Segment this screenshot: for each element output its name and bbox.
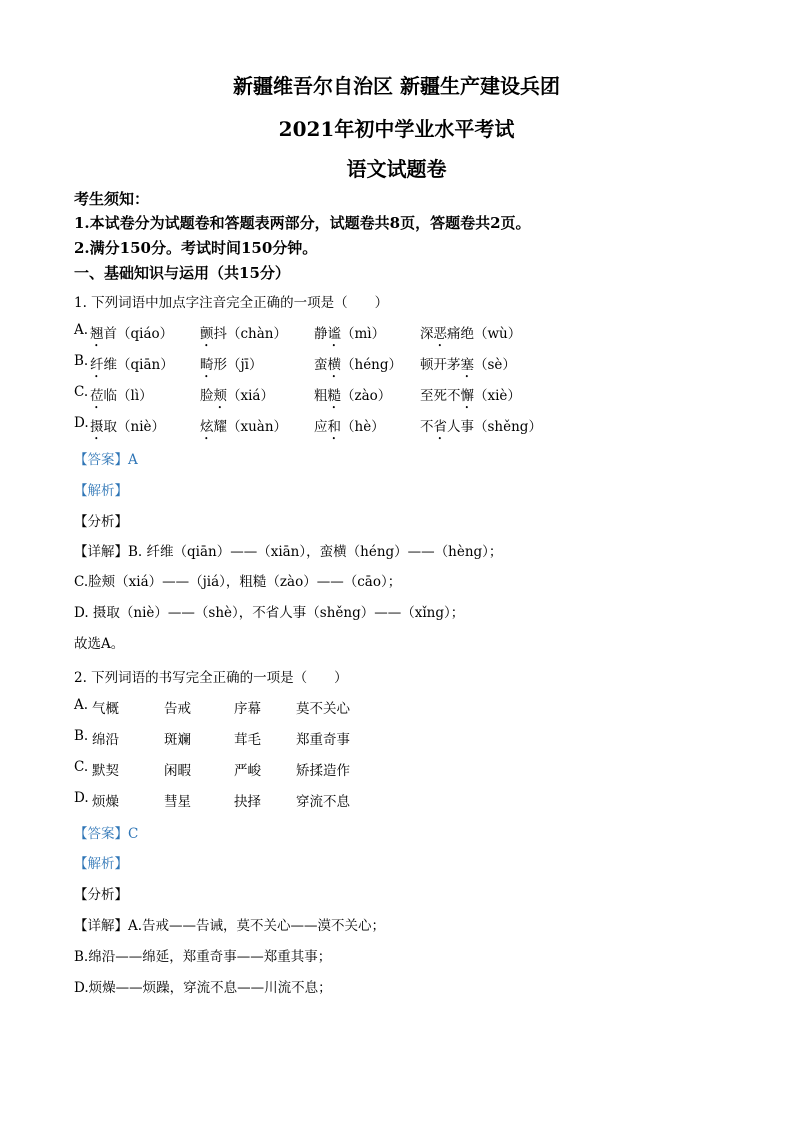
option-word: 郑重奇事 xyxy=(296,732,350,748)
title-line1: 新疆维吾尔自治区 新疆生产建设兵团 xyxy=(233,74,560,98)
option-word: 茸毛 xyxy=(234,732,261,748)
option-label: C. xyxy=(74,384,89,400)
title-line2: 2021年初中学业水平考试 xyxy=(278,117,515,141)
option-word: 不省人事（shěng） xyxy=(420,419,542,435)
option-word: 矫揉造作 xyxy=(296,763,350,779)
option-word: 穿流不息 xyxy=(296,794,350,810)
option-word: 炫耀（xuàn） xyxy=(200,419,288,435)
option-word: 颤抖（chàn） xyxy=(200,326,287,342)
q2-analysis-tag: 【解析】 xyxy=(74,856,128,872)
option-word: 至死不懈（xiè） xyxy=(420,388,521,404)
option-word: 翘首（qiáo） xyxy=(90,326,174,342)
q2-fenxi: 【分析】 xyxy=(74,887,128,903)
option-word: 绵沿 xyxy=(92,732,119,748)
q1-answer: 【答案】A xyxy=(74,452,138,468)
option-word: 应和（hè） xyxy=(314,419,385,435)
option-word: 默契 xyxy=(92,763,119,779)
option-word: 粗糙（zào） xyxy=(314,388,392,404)
q2-detail-2: B.绵沿——绵延，郑重奇事——郑重其事； xyxy=(74,949,332,965)
option-label: A. xyxy=(74,697,89,713)
q2-detail-3: D.烦燥——烦躁，穿流不息——川流不息； xyxy=(74,980,332,996)
section-heading: 一、基础知识与运用（共15分） xyxy=(74,264,290,282)
option-word: 气概 xyxy=(92,701,119,717)
option-word: 抉择 xyxy=(234,794,261,810)
q1-option-c xyxy=(74,384,774,402)
q1-stem: 1. 下列词语中加点字注音完全正确的一项是（ ） xyxy=(74,295,389,311)
notice-item-1: 1.本试卷分为试题卷和答题表两部分，试题卷共8页，答题卷共2页。 xyxy=(74,214,531,232)
option-label: B. xyxy=(74,728,89,744)
q1-detail-3: D. 摄取（niè）——（shè），不省人事（shěng）——（xǐng）； xyxy=(74,605,465,621)
notice-item-2: 2.满分150分。考试时间150分钟。 xyxy=(74,239,318,257)
q2-stem: 2. 下列词语的书写完全正确的一项是（ ） xyxy=(74,670,348,686)
option-word: 蛮横（héng） xyxy=(314,357,403,373)
option-word: 闲暇 xyxy=(164,763,191,779)
q2-answer: 【答案】C xyxy=(74,826,139,842)
option-word: 彗星 xyxy=(164,794,191,810)
q2-option-c xyxy=(74,759,774,777)
q1-detail-1: 【详解】B. 纤维（qiān）——（xiān），蛮横（héng）——（hèng）； xyxy=(74,544,503,560)
option-word: 深恶痛绝（wù） xyxy=(420,326,522,342)
q2-detail-1: 【详解】A.告戒——告诫，莫不关心——漠不关心； xyxy=(74,918,386,934)
option-word: 顿开茅塞（sè） xyxy=(420,357,516,373)
q1-option-d xyxy=(74,415,774,433)
option-label: D. xyxy=(74,790,89,806)
option-word: 莫不关心 xyxy=(296,701,350,717)
option-word: 斑斓 xyxy=(164,732,191,748)
q2-option-b xyxy=(74,728,774,746)
notice-title: 考生须知： xyxy=(74,190,150,208)
title-line3: 语文试题卷 xyxy=(346,157,447,181)
option-word: 脸颊（xiá） xyxy=(200,388,274,404)
option-word: 摄取（niè） xyxy=(90,419,166,435)
option-word: 告戒 xyxy=(164,701,191,717)
option-word: 烦燥 xyxy=(92,794,119,810)
q1-option-b xyxy=(74,353,774,371)
q1-analysis-tag: 【解析】 xyxy=(74,483,128,499)
option-label: A. xyxy=(74,322,89,338)
option-word: 纤维（qiān） xyxy=(90,357,174,373)
q2-option-d xyxy=(74,790,774,808)
option-label: D. xyxy=(74,415,89,431)
q1-conclusion: 故选A。 xyxy=(74,636,125,652)
option-label: C. xyxy=(74,759,89,775)
q1-detail-2: C.脸颊（xiá）——（jiá），粗糙（zào）——（cāo）； xyxy=(74,574,402,590)
option-word: 畸形（jī） xyxy=(200,357,263,373)
q1-option-a xyxy=(74,322,774,340)
option-word: 静谧（mì） xyxy=(314,326,386,342)
q2-option-a xyxy=(74,697,774,715)
option-word: 莅临（lì） xyxy=(90,388,153,404)
option-word: 严峻 xyxy=(234,763,261,779)
option-label: B. xyxy=(74,353,89,369)
q1-fenxi: 【分析】 xyxy=(74,514,128,530)
option-word: 序幕 xyxy=(234,701,261,717)
